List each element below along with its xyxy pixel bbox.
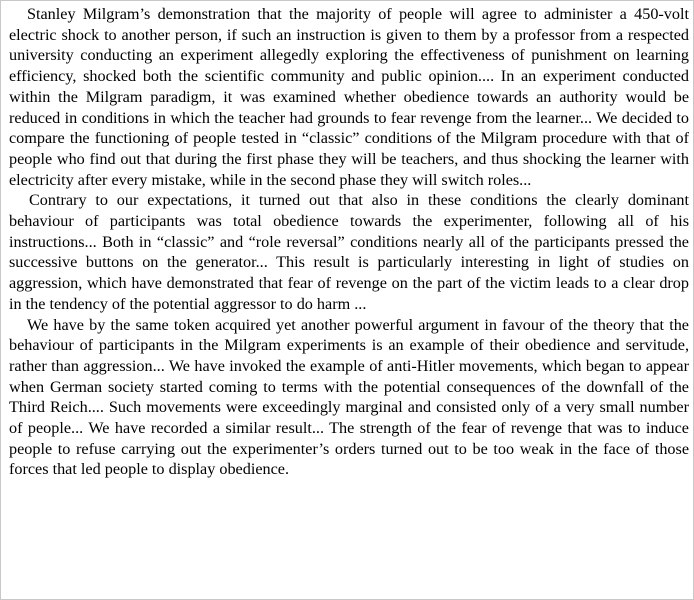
paragraph-3: We have by the same token acquired yet another powerful argument in favour of the theory that the behaviour of participants in the Milgram experiments is an example of their obedience and servitude, rather than aggression... We have invoked the example of anti-Hitler movements, which began to appear when German society started coming to terms with the potential consequences of the downfall of the Third Reich.... Such movements were exceedingly marginal and consisted only of a very small number of people... We have recorded a similar result... The strength of the fear of revenge that was to induce people to refuse carrying out the experimenter’s orders turned out to be too weak in the face of those forces that led people to display obedience. (9, 315, 689, 479)
paragraph-1: Stanley Milgram’s demonstration that the majority of people will agree to administer a 450-volt electric shock to another person, if such an instruction is given to them by a professor from a respected university conducting an experiment allegedly exploring the effectiveness of punishment on learning efficiency, shocked both the scientific community and public opinion.... In an experiment conducted within the Milgram paradigm, it was examined whether obedience towards an authority would be reduced in conditions in which the teacher had grounds to fear revenge from the learner... We decided to compare the functioning of people tested in “classic” conditions of the Milgram procedure with that of people who find out that during the first phase they will be teachers, and thus shocking the learner with electricity after every mistake, while in the second phase they will switch roles... (9, 5, 689, 189)
paragraph-2: Contrary to our expectations, it turned out that also in these conditions the clearly dominant behaviour of participants was total obedience towards the experimenter, following all of his instructions... Both in “classic” and “role reversal” conditions nearly all of the participants pressed the successive buttons on the generator... This result is particularly interesting in light of studies on aggression, which have demonstrated that fear of revenge on the part of the victim leads to a clear drop in the tendency of the potential aggressor to do harm ... (9, 191, 689, 313)
document-body (9, 4, 689, 480)
